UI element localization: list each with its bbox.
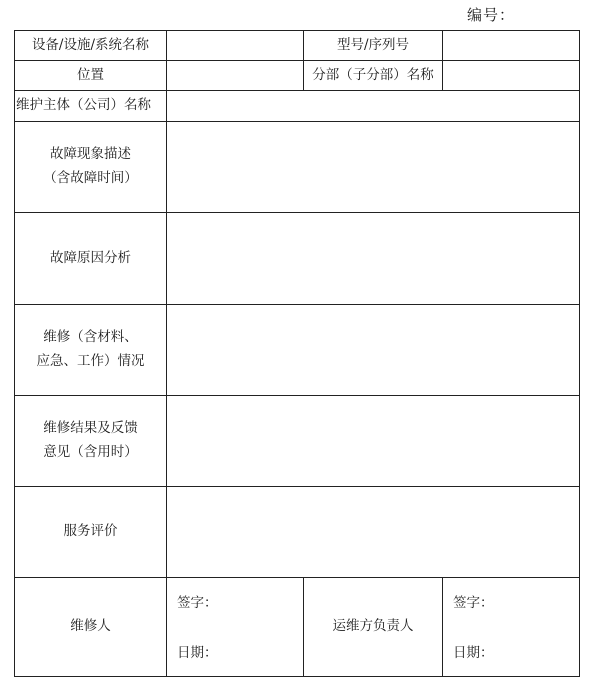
fault-description-label-line-2: （含故障时间） bbox=[43, 170, 138, 186]
ops-manager-label: 运维方负责人 bbox=[304, 578, 443, 677]
fault-description-label bbox=[15, 122, 167, 213]
row-fault-cause bbox=[15, 213, 580, 305]
repairer-date-label: 日期： bbox=[177, 645, 218, 661]
row-fault-description bbox=[15, 122, 580, 213]
repairer-signature-cell[interactable] bbox=[167, 578, 304, 677]
row-maintainer-company bbox=[15, 91, 580, 122]
location-label: 位置 bbox=[15, 61, 167, 91]
repair-result-field[interactable] bbox=[167, 396, 580, 487]
repair-situation-label-line-1: 维修（含材料、 bbox=[43, 329, 138, 346]
repair-result-label bbox=[15, 396, 167, 487]
row-repair-situation bbox=[15, 305, 580, 396]
fault-cause-label: 故障原因分析 bbox=[15, 213, 167, 305]
repair-situation-field[interactable] bbox=[167, 305, 580, 396]
repair-situation-label-line-2: 应急、工作）情况 bbox=[36, 353, 145, 369]
row-device-name bbox=[15, 31, 580, 61]
subsection-name-field[interactable] bbox=[443, 61, 580, 91]
maintenance-record-form bbox=[14, 30, 580, 677]
maintainer-company-field[interactable] bbox=[167, 91, 580, 122]
repair-result-label-line-1: 维修结果及反馈 bbox=[43, 420, 138, 437]
ops-manager-signature-cell[interactable] bbox=[443, 578, 580, 677]
subsection-name-label: 分部（子分部）名称 bbox=[304, 61, 443, 91]
row-signatures bbox=[15, 578, 580, 677]
repairer-signature-label: 签字： bbox=[177, 595, 218, 611]
row-service-evaluation bbox=[15, 487, 580, 578]
row-repair-result bbox=[15, 396, 580, 487]
repairer-label: 维修人 bbox=[15, 578, 167, 677]
service-evaluation-field[interactable] bbox=[167, 487, 580, 578]
ops-manager-date-label: 日期： bbox=[453, 645, 494, 661]
device-name-label: 设备/设施/系统名称 bbox=[15, 31, 167, 61]
fault-description-label-line-1: 故障现象描述 bbox=[50, 146, 131, 163]
service-evaluation-label: 服务评价 bbox=[15, 487, 167, 578]
device-name-field[interactable] bbox=[167, 31, 304, 61]
location-field[interactable] bbox=[167, 61, 304, 91]
maintainer-company-label: 维护主体（公司）名称 bbox=[15, 91, 167, 122]
fault-cause-field[interactable] bbox=[167, 213, 580, 305]
repair-result-label-line-2: 意见（含用时） bbox=[43, 444, 138, 460]
row-location bbox=[15, 61, 580, 91]
repair-situation-label bbox=[15, 305, 167, 396]
fault-description-field[interactable] bbox=[167, 122, 580, 213]
model-serial-field[interactable] bbox=[443, 31, 580, 61]
document-number-label: 编号： bbox=[467, 6, 516, 24]
model-serial-label: 型号/序列号 bbox=[304, 31, 443, 61]
ops-manager-signature-label: 签字： bbox=[453, 595, 494, 611]
